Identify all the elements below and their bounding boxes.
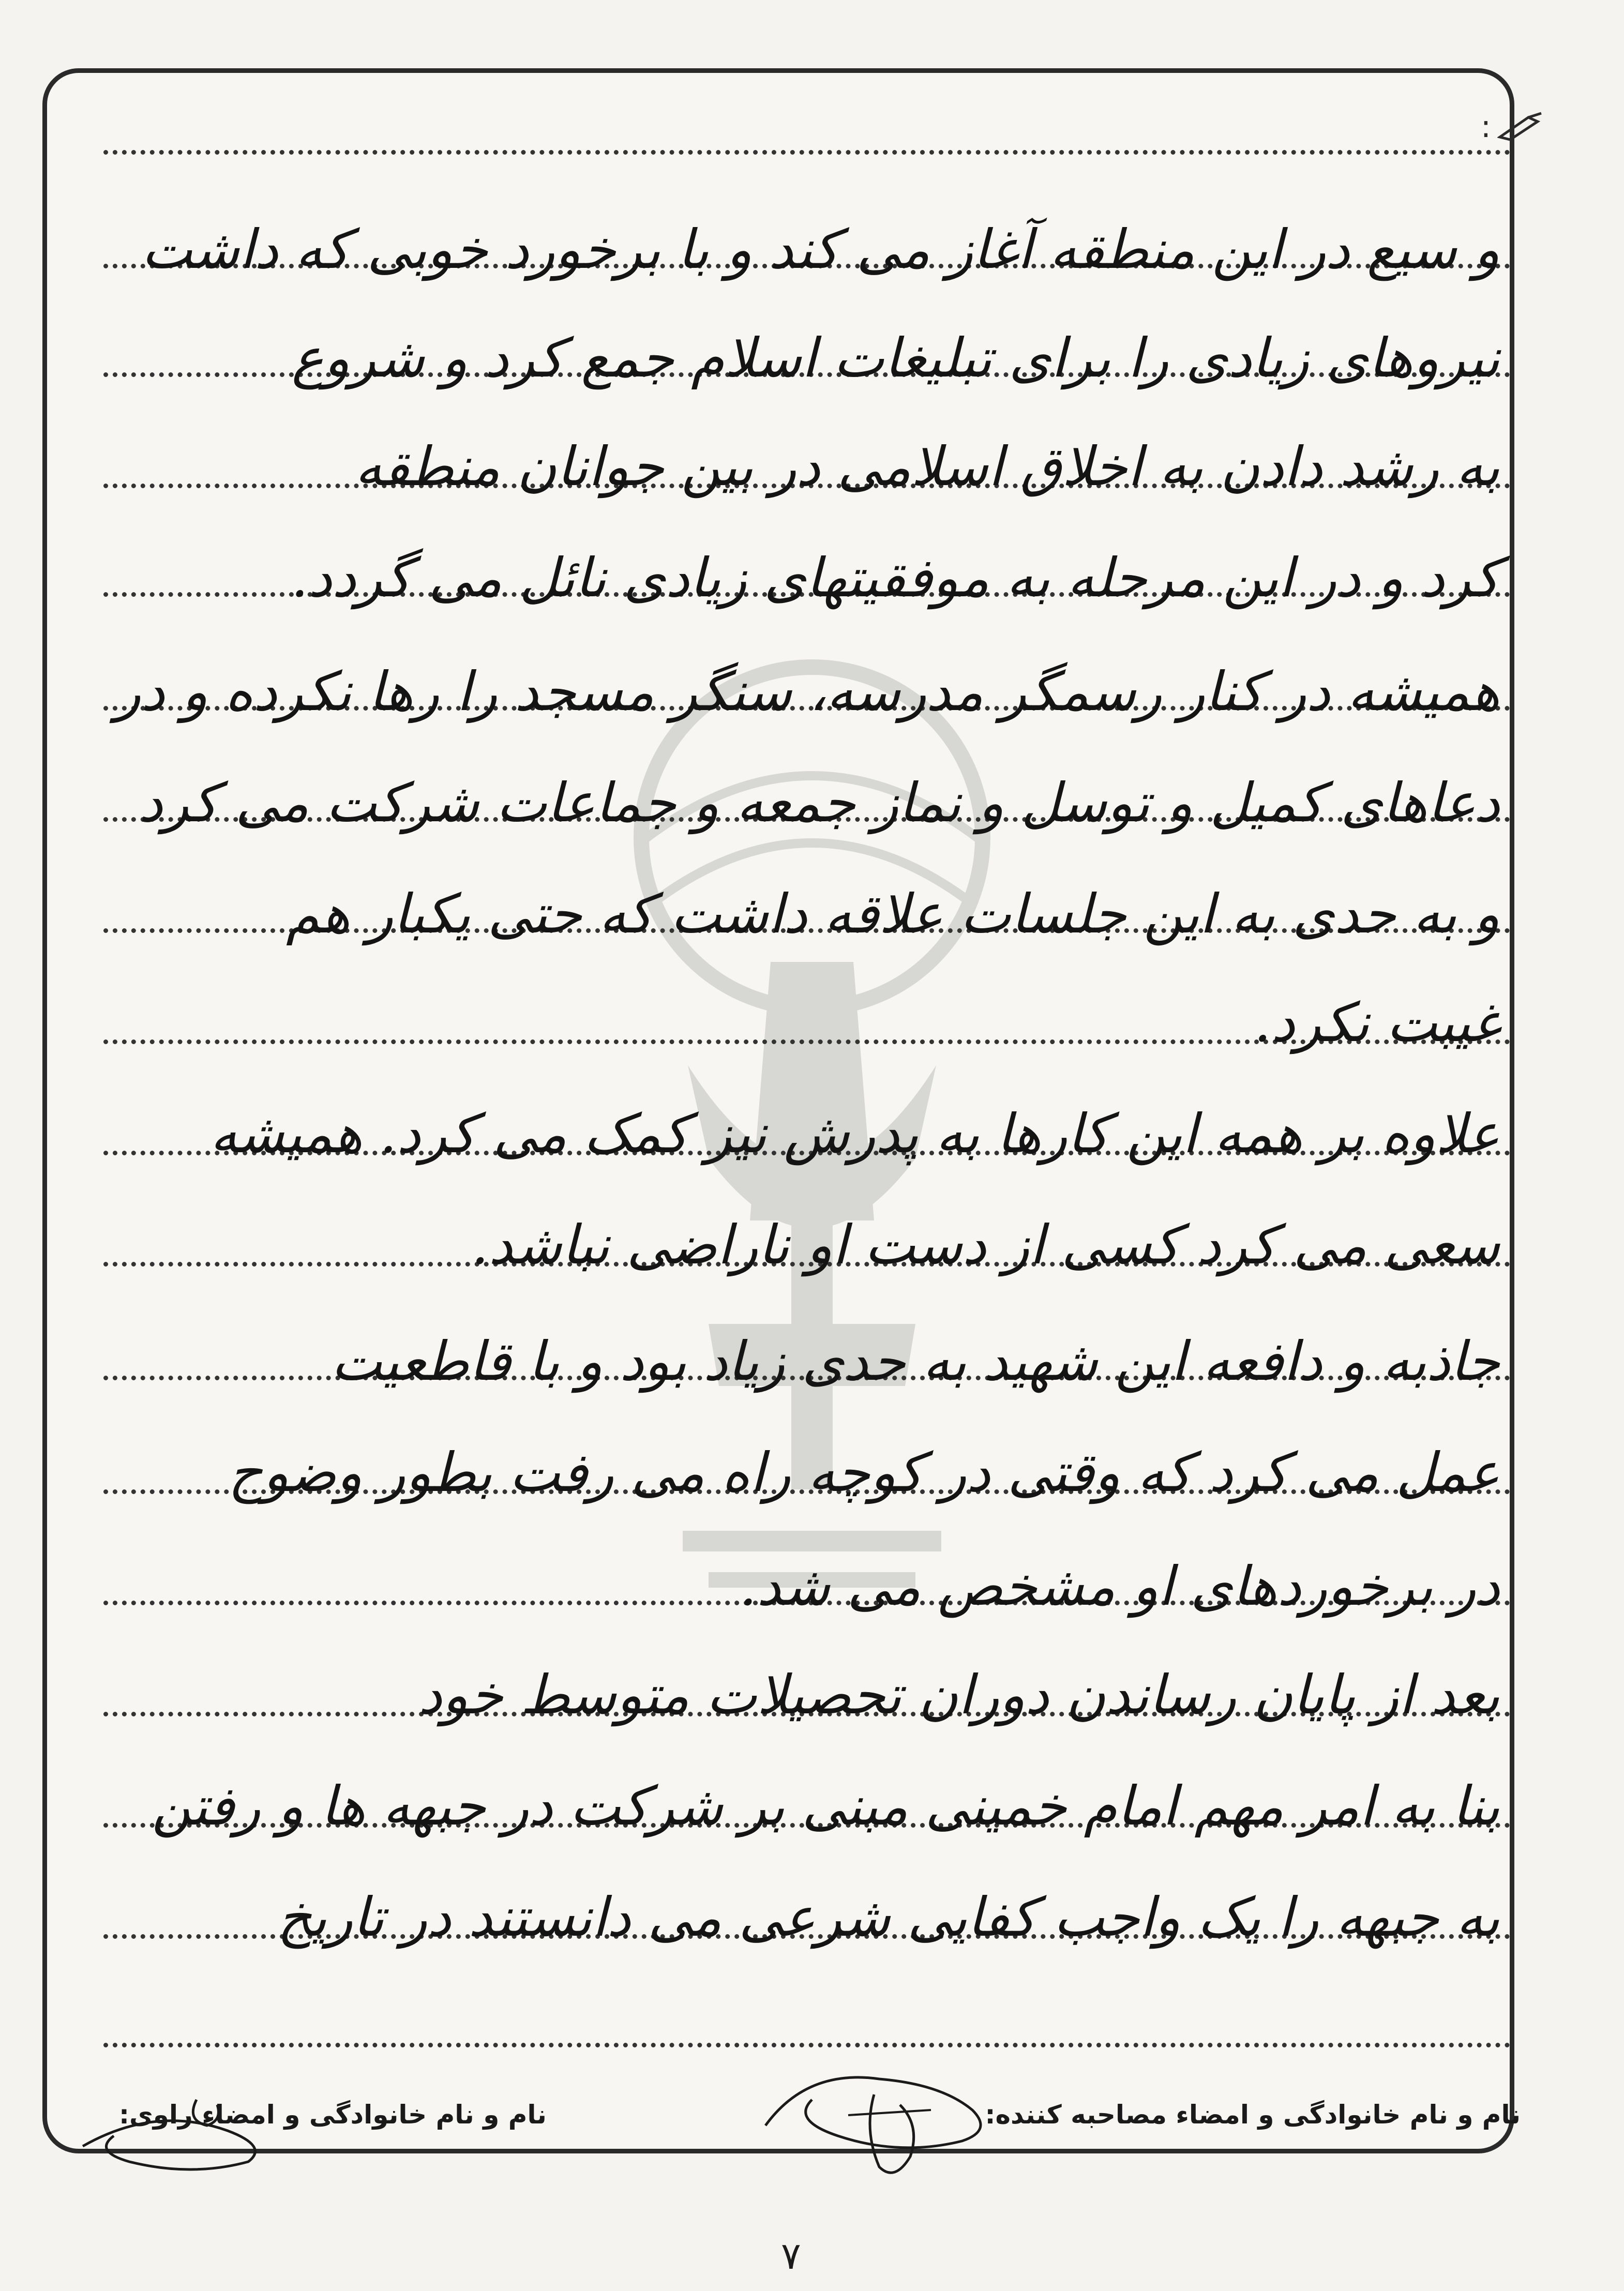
- handwritten-line: به رشد دادن به اخلاق اسلامی در بین جوانان منطقه: [355, 435, 1500, 498]
- handwritten-line: بعد از پایان رساندن دوران تحصیلات متوسط خود: [418, 1663, 1500, 1726]
- handwritten-line: سعی می کرد کسی از دست او ناراضی نباشد.: [471, 1213, 1500, 1276]
- handwritten-line: جاذبه و دافعه این شهید به حدی زیاد بود و با قاطعیت: [331, 1330, 1500, 1393]
- narrator-label: نام و نام خانوادگی و امضاء راوی:: [119, 2100, 547, 2130]
- page-number: ۷: [781, 2234, 801, 2278]
- handwritten-line: نیروهای زیادی را برای تبلیغات اسلام جمع کرد و شروع: [291, 326, 1500, 389]
- interviewer-label: نام و نام خانوادگی و امضاء مصاحبه کننده:: [985, 2100, 1521, 2130]
- ruled-line: [103, 150, 1510, 155]
- handwritten-line: همیشه در کنار رسمگر مدرسه، سنگر مسجد را رها نکرده و در: [115, 660, 1500, 723]
- handwritten-line: در برخوردهای او مشخص می شد.: [740, 1555, 1500, 1618]
- handwritten-line: عمل می کرد که وقتی در کوچه راه می رفت بطور وضوح: [228, 1441, 1500, 1504]
- handwritten-line: به جبهه را یک واجب کفایی شرعی می دانستند در تاریخ: [277, 1886, 1500, 1949]
- header-colon: :: [1480, 109, 1491, 145]
- handwritten-line: کرد و در این مرحله به موفقیتهای زیادی نائل می گردد.: [291, 546, 1500, 609]
- handwritten-line: دعاهای کمیل و توسل و نماز جمعه و جماعات شرکت می کرد: [139, 771, 1500, 834]
- handwritten-line: و به حدی به این جلسات علاقه داشت که حتی یکبار هم: [285, 882, 1500, 945]
- footer-signatures: [119, 2100, 1521, 2130]
- handwritten-line: بنا به امر مهم امام خمینی مبنی بر شرکت در جبهه ها و رفتن: [152, 1774, 1500, 1837]
- handwritten-line: علاوه بر همه این کارها به پدرش نیز کمک می کرد. همیشه: [210, 1102, 1500, 1165]
- handwritten-line: و سیع در این منطقه آغاز می کند و با برخورد خوبی که داشت: [141, 218, 1500, 281]
- ruled-line: [103, 2043, 1510, 2047]
- handwritten-line: غیبت نکرد.: [1254, 991, 1500, 1054]
